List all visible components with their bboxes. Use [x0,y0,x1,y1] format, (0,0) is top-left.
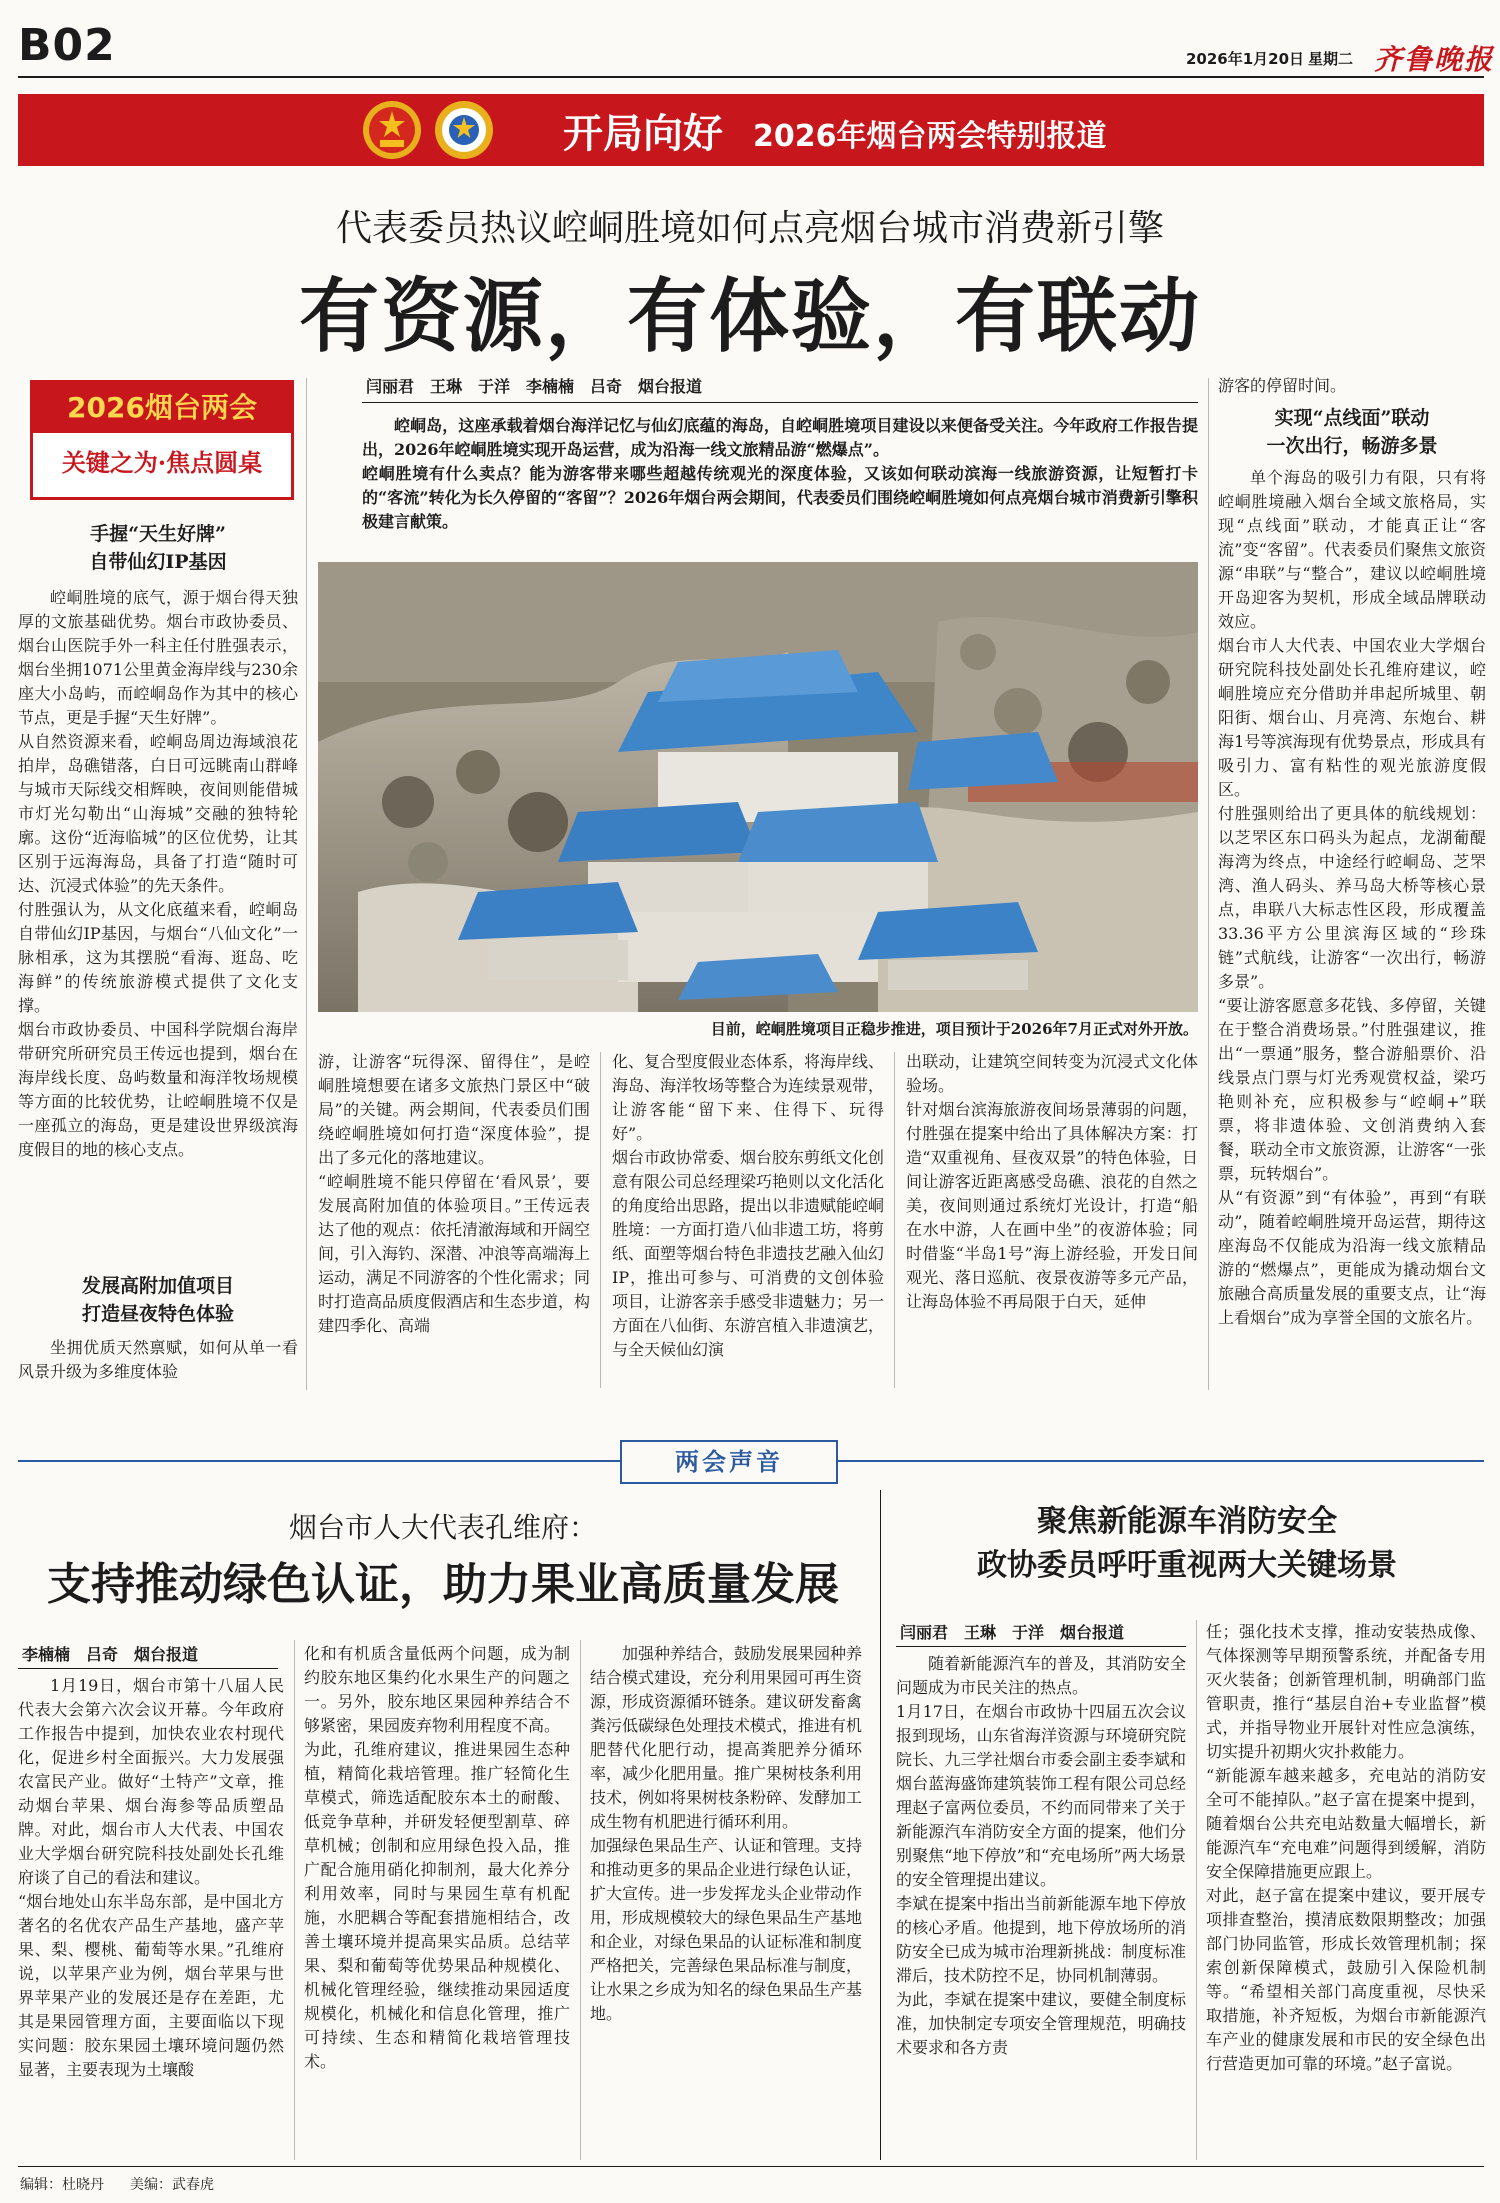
banner-title: 开局向好 [563,110,723,157]
pavilion-photo-image [318,562,1198,1012]
cppcc-emblem-icon [432,98,496,162]
main-story-headline: 有资源，有体验，有联动 [299,269,1201,363]
voices-label: 两会声音 [620,1440,838,1484]
divider [1196,1620,1197,2160]
footer-designer: 美编：武春虎 [130,2177,214,2193]
main-story-kicker: 代表委员热议崆峒胜境如何点亮烟台城市消费新引擎 [335,208,1164,249]
issue-date: 2026年1月20日 [1186,50,1305,68]
banner-subtitle: 2026年烟台两会特别报道 [753,119,1107,154]
story2-col1: 1月19日，烟台市第十八届人民代表大会第六次会议开幕。今年政府工作报告中提到，加快农业农村现代化，促进乡村全面振兴。大力发展强农富民产业。做好“土特产”文章，推动烟台苹果、烟台海参等品质塑品牌。对此，烟台市人大代表、中国农业大学烟台研究院科技处副处长孔维府谈了自己的看法和建议。 “烟台地处山东半岛东部，是中国北方著名的名优农产品生产基地，盛产苹果、梨、樱桃、葡萄等水果。”孔维府说，以苹果产业为例，烟台苹果与世界苹果产业的发展还是存在差距，尤其是果园管理方面，主要面临以下现实问题：胶东果园土壤环境问题仍然显著，主要表现为土壤酸 [18,1676,284,2079]
divider [1208,378,1209,1390]
story3-headline-line1: 聚焦新能源车消防安全 [1037,1504,1337,1539]
footer-editor: 编辑：杜晓丹 [20,2177,104,2193]
national-emblem-icon [360,98,424,162]
section-label-bottom: 关键之为·焦点圆桌 [61,448,263,477]
col4-text: 出联动，让建筑空间转变为沉浸式文化体验场。 针对烟台滨海旅游夜间场景薄弱的问题，付胜强在提案中给出了具体解决方案：打造“双重视角、昼夜双景”的特色体验，日间让游客近距离感受岛礁、浪花的自然之美，夜间则通过系统灯光设计，打造“船在水中游，人在画中坐”的夜游体验；同时借鉴“半岛1号”海上游经验，开发日间观光、落日巡航、夜景夜游等多元产品，让海岛体验不再局限于白天，延伸 [906,1052,1198,1311]
main-story-lead: 崆峒岛，这座承载着烟台海洋记忆与仙幻底蕴的海岛，自崆峒胜境项目建设以来便备受关注。今年政府工作报告提出，2026年崆峒胜境实现开岛运营，成为沿海一线文旅精品游“燃爆点”。 崆峒胜境有什么卖点？能为游客带来哪些超越传统观光的深度体验，又该如何联动滨海一线旅游资源，让短暂打卡的“客流”转化为长久停留的“客留”？2026年烟台两会期间，代表委员们围绕崆峒胜境如何点亮烟台城市消费新引擎积极建言献策。 [362,416,1198,531]
masthead-logo: 齐鲁晚报 [1374,43,1495,76]
story3-headline-line2: 政协委员呼吁重视两大关键场景 [977,1548,1397,1583]
col1-text: 崆峒胜境的底气，源于烟台得天独厚的文旅基础优势。烟台市政协委员、烟台山医院手外一科主任付胜强表示，烟台坐拥1071公里黄金海岸线与230余座大小岛屿，而崆峒岛作为其中的核心节点，更是手握“天生好牌”。 从自然资源来看，崆峒岛周边海域浪花拍岸，岛礁错落，白日可远眺南山群峰与城市天际线交相辉映，夜间则能借城市灯光勾勒出“山海城”交融的独特轮廓。这份“近海临城”的区位优势，让其区别于远海海岛，具备了打造“随时可达、沉浸式体验”的先天条件。 付胜强认为，从文化底蕴来看，崆峒岛自带仙幻IP基因，与烟台“八仙文化”一脉相承，这为其摆脱“看海、逛岛、吃海鲜”的传统旅游模式提供了文化支撑。 烟台市政协委员、中国科学院烟台海岸带研究所研究员王传远也提到，烟台在海岸线长度、岛屿数量和海洋牧场规模等方面的比较优势，让崆峒胜境不仅是一座孤立的海岛，更是建设世界级滨海度假目的地的核心支点。 [18,588,298,1159]
page-number: B02 [18,20,116,71]
divider [294,1640,295,2160]
story2-headline: 支持推动绿色认证，助力果业高质量发展 [47,1559,839,1610]
story2-kicker: 烟台市人大代表孔维府： [288,1511,597,1544]
divider [600,1052,601,1388]
issue-weekday: 星期二 [1308,50,1354,68]
col2-text: 游，让游客“玩得深、留得住”，是崆峒胜境想要在诸多文旅热门景区中“破局”的关键。两会期间，代表委员们围绕崆峒胜境如何打造“深度体验”，提出了多元化的落地建议。 “崆峒胜境不能只停留在‘看风景’，要发展高附加值的体验项目。”王传远表达了他的观点：依托清澈海域和开阔空间，引入海钓、深潜、冲浪等高端海上运动，满足不同游客的个性化需求；同时打造高品质度假酒店和生态步道，构建四季化、高端 [318,1052,590,1335]
right-col-top: 游客的停留时间。 [1218,376,1347,395]
story3-byline: 闫丽君 王琳 于洋 烟台报道 [900,1623,1125,1642]
right-col-text: 单个海岛的吸引力有限，只有将崆峒胜境融入烟台全域文旅格局，实现“点线面”联动，才能真正让“客流”变“客留”。代表委员们聚焦文旅资源“串联”与“整合”，建议以崆峒胜境开岛迎客为契机，形成全域品牌联动效应。 烟台市人大代表、中国农业大学烟台研究院科技处副处长孔维府建议，崆峒胜境应充分借助并串起所城里、朝阳街、烟台山、月亮湾、东炮台、耕海1号等滨海现有优势景点，形成具有吸引力、富有粘性的观光旅游度假区。 付胜强则给出了更具体的航线规划：以芝罘区东口码头为起点，龙湖葡醍海湾为终点，中途经行崆峒岛、芝罘湾、渔人码头、养马岛大桥等核心景点，串联八大标志性区段，形成覆盖33.36平方公里滨海区域的“珍珠链”式航线，让游客“一次出行，畅游多景”。 “要让游客愿意多花钱、多停留，关键在于整合消费场景。”付胜强建议，推出“一票通”服务，整合游船票价、沿线景点门票与灯光秀观赏权益，梁巧艳则补充，应积极参与“崆峒+”联票，将非遗体验、文创消费纳入套餐，联动全市文旅资源，让游客“一张票，玩转烟台”。 从“有资源”到“有体验”，再到“有联动”，随着崆峒胜境开岛运营，期待这座海岛不仅能成为沿海一线文旅精品游的“燃爆点”，更能成为撬动烟台文旅融合高质量发展的重要支点，让“海上看烟台”成为享誉全国的文旅名片。 [1218,468,1486,1327]
main-photo [318,562,1198,1012]
section1-title: 手握“天生好牌” 自带仙幻IP基因 [89,523,227,573]
story3-byline-rule [896,1646,1186,1647]
story3-col1: 随着新能源汽车的普及，其消防安全问题成为市民关注的热点。 1月17日，在烟台市政协十四届五次会议报到现场，山东省海洋资源与环境研究院院长、九三学社烟台市委会副主委李斌和烟台蓝海盛饰建筑装饰工程有限公司总经理赵子富两位委员，不约而同带来了关于新能源汽车消防安全方面的提案，他们分别聚焦“地下停放”和“充电场所”两大场景的安全管理提出建议。 李斌在提案中指出当前新能源车地下停放的核心矛盾。他提到，地下停放场所的消防安全已成为城市治理新挑战：制度标准滞后，技术防控不足，协同机制薄弱。 为此，李斌在提案中建议，要健全制度标准，加快制定专项安全管理规范，明确技术要求和各方责 [896,1654,1186,2057]
story3-headline [890,1500,1484,1588]
photo-caption: 目前，崆峒胜境项目正稳步推进，项目预计于2026年7月正式对外开放。 [710,1020,1198,1038]
divider [306,378,307,1390]
footer-rule [18,2166,1484,2167]
section3-title: 实现“点线面”联动 一次出行，畅游多景 [1266,407,1438,457]
section-label [30,380,294,500]
section2-title: 发展高附加值项目 打造昼夜特色体验 [81,1275,234,1325]
story2-col2: 化和有机质含量低两个问题，成为制约胶东地区集约化水果生产的问题之一。另外，胶东地区果园种养结合不够紧密，果园废弃物利用程度不高。 为此，孔维府建议，推进果园生态种植，精简化栽培管理。推广轻简化生草模式，筛选适配胶东本土的耐酸、低竞争草种，并研发轻便型割草、碎草机械；创制和应用绿色投入品，推广配合施用硝化抑制剂，最大化养分利用效率，同时与果园生草有机配施，水肥耦合等配套措施相结合，改善土壤环境并提高果实品质。总结苹果、梨和葡萄等优势果品种规模化、机械化管理经验，继续推动果园适度规模化，机械化和信息化管理，推广可持续、生态和精简化栽培管理技术。 [304,1644,570,2071]
byline-rule [362,402,1198,403]
section-label-top: 2026烟台两会 [33,383,291,433]
divider [880,1490,881,2160]
story3-col2: 任；强化技术支撑，推动安装热成像、气体探测等早期预警系统，并配备专用灭火装备；创新管理机制，明确部门监管职责，推行“基层自治+专业监督”模式，并指导物业开展针对性应急演练，切实提升初期火灾扑救能力。 “新能源车越来越多，充电站的消防安全可不能掉队。”赵子富在提案中提到，随着烟台公共充电站数量大幅增长，新能源汽车“充电难”问题得到缓解，消防安全保障措施更应跟上。 对此，赵子富在提案中建议，要开展专项排查整治，摸清底数限期整改；加强部门协同监管，形成长效管理机制；探索创新保障模式，鼓励引入保险机制等。“希望相关部门高度重视，尽快采取措施，补齐短板，为烟台市新能源汽车产业的健康发展和市民的安全绿色出行营造更加可靠的环境。”赵子富说。 [1206,1622,1486,2073]
divider [580,1640,581,2160]
story2-col3: 加强种养结合，鼓励发展果园种养结合模式建设，充分利用果园可再生资源，形成资源循环链条。建议研发畜禽粪污低碳绿色处理技术模式，推进有机肥替代化肥行动，提高粪肥养分循环率，减少化肥用量。推广果树枝条利用技术，例如将果树枝条粉碎、发酵加工成生物有机肥进行循环利用。 加强绿色果品生产、认证和管理。支持和推动更多的果品企业进行绿色认证，扩大宣传。进一步发挥龙头企业带动作用，形成规模较大的绿色果品生产基地和企业，对绿色果品的认证标准和制度严格把关，完善绿色果品标准与制度，让水果之乡成为知名的绿色果品生产基地。 [590,1644,862,2023]
story2-byline: 李楠楠 吕奇 烟台报道 [22,1645,199,1664]
main-story-byline: 闫丽君 王琳 于洋 李楠楠 吕奇 烟台报道 [366,377,703,396]
special-report-banner [18,94,1484,166]
col3-text: 化、复合型度假业态体系，将海岸线、海岛、海洋牧场等整合为连续景观带，让游客能“留下来、住得下、玩得好”。 烟台市政协常委、烟台胶东剪纸文化创意有限公司总经理梁巧艳则以文化活化的角度给出思路，提出以非遗赋能崆峒胜境：一方面打造八仙非遗工坊，将剪纸、面塑等烟台特色非遗技艺融入仙幻IP，推出可参与、可消费的文创体验项目，让游客亲手感受非遗魅力；另一方面在八仙街、东游宫植入非遗演艺，与全天候仙幻演 [612,1052,884,1359]
story2-byline-rule [18,1668,278,1669]
col1-text-2: 坐拥优质天然禀赋，如何从单一看风景升级为多维度体验 [18,1338,298,1381]
divider [894,1052,895,1388]
header-rule [18,76,1484,78]
